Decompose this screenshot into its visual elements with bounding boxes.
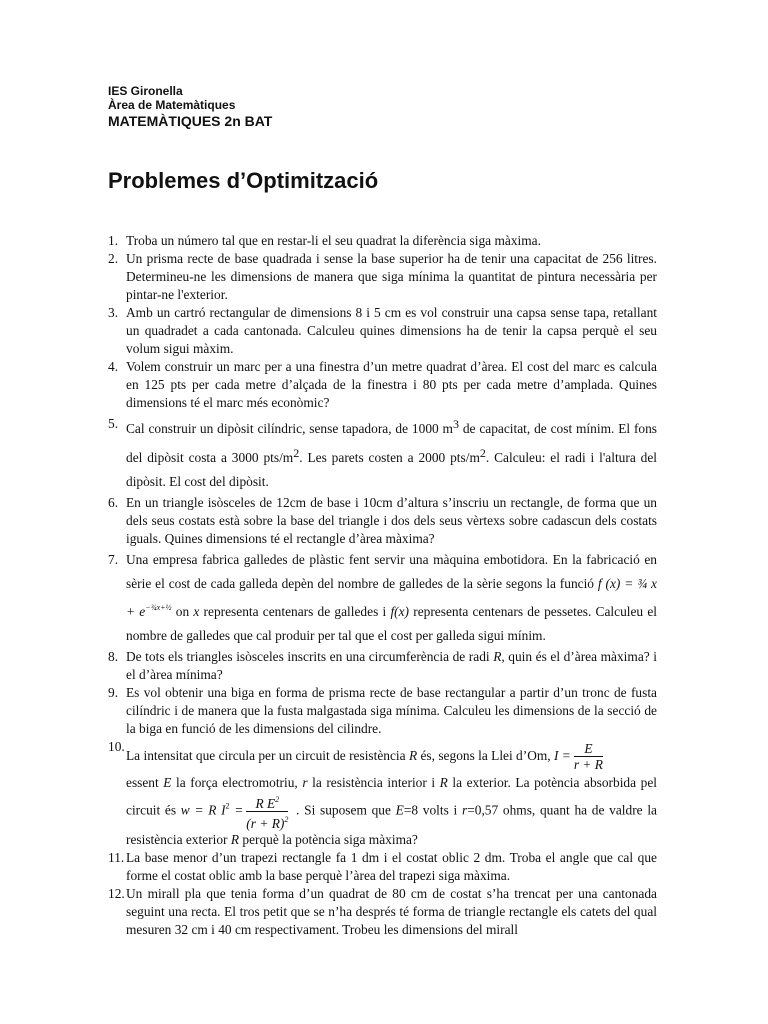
problem-8: 8. De tots els triangles isòsceles inscrits en una circumferència de radi R, quin és el d’àrea màxima? i el d’àrea mínima?: [108, 649, 657, 682]
problem-3: 3. Amb un cartró rectangular de dimensions 8 i 5 cm es vol construir una capsa sense tapa, retallant un quadradet a cada cantonada. Calculeu quines dimensions ha de tenir la capsa perquè el seu volum sigui màxim.: [108, 305, 657, 356]
page-title: Problemes d’Optimització: [108, 168, 379, 193]
problem-12: 12. Un mirall pla que tenia forma d’un quadrat de 80 cm de costat s’ha trencat per una cantonada seguint una recta. El tros petit que se n’ha després té forma de triangle rectangle els catets del qual mesuren 32 cm i 40 cm respectivament. Trobeu les dimensions del mirall: [108, 886, 657, 937]
ohm-law-fraction: $\frac{E}{r + R}$: [573, 741, 603, 773]
power-formula-lhs: w = R I: [180, 802, 226, 818]
problem-1: 1. Troba un número tal que en restar-li el seu quadrat la diferència siga màxima.: [108, 233, 541, 248]
document-header: [108, 84, 272, 130]
problem-10: 10. La intensitat que circula per un circuit de resistència R és, segons la Llei d’Om, I = $\frac{E}{r + R}$ essent E la força electromotriu, r la resistència interior i R la exterior. La potència absorbida pel circuit és w = R $I^2$ = $\frac{R E^2}{(r + R)^2}$ . Si suposem que E=8 volts i r=0,57 ohms, quant ha de valdre la resistència exterior R perquè la potència siga màxima?: [108, 739, 657, 847]
problem-list: [108, 232, 657, 939]
power-formula-fraction: $\frac{R E^2}{(r + R)^2}$: [246, 792, 288, 831]
problem-6: 6. En un triangle isòsceles de 12cm de base i 10cm d’altura s’inscriu un rectangle, de forma que un dels seus costats està sobre la base del triangle i dos dels seus vèrtexs sobre cadascun dels costats iguals. Quines dimensions té el rectangle d’àrea màxima?: [108, 495, 657, 546]
problem-9: 9. Es vol obtenir una biga en forma de prisma recte de base rectangular a partir d’un tronc de fusta cilíndric i de manera que la fusta malgastada siga mínima. Calculeu les dimensions de la secció de la biga en funció de les dimensions del cilindre.: [108, 685, 657, 736]
cost-function-exponent: −¾x+½: [145, 603, 172, 612]
problem-4: 4. Volem construir un marc per a una finestra d’un metre quadrat d’àrea. El cost del marc es calcula en 125 pts per cada metre d’alçada de la finestra i 80 pts per cada metre d’amplada. Quines dimensions té el marc més econòmic?: [108, 359, 657, 410]
department-name: Àrea de Matemàtiques: [108, 98, 236, 112]
school-name: IES Gironella: [108, 84, 183, 98]
problem-5: 5. Cal construir un dipòsit cilíndric, sense tapadora, de 1000 m3 de capacitat, de cost mínim. El fons del dipòsit costa a 3000 pts/m2. Les parets costen a 2000 pts/m2. Calculeu: el radi i l'altura del dipòsit. El cost del dipòsit.: [108, 416, 658, 489]
problem-2: 2. Un prisma recte de base quadrada i sense la base superior ha de tenir una capacitat de 256 litres. Determineu-ne les dimensions de manera que siga mínima la quantitat de pintura necessària per pintar-ne l'exterior.: [108, 251, 657, 302]
cost-function-formula: f (x) = ¾ x + e: [126, 576, 657, 619]
problem-7: 7. Una empresa fabrica galledes de plàstic fent servir una màquina embotidora. En la fabricació en sèrie el cost de cada galleda depèn del nombre de galledes de la sèrie segons la funció f (x) = ¾ $x + e^{-\frac{3}{4}x+\frac{1}{2}}$ on x representa centenars de galledes i f(x) representa centenars de pessetes. Calculeu el nombre de galledes que cal produir per tal que el cost per galleda sigui mínim.: [108, 552, 658, 643]
course-name: MATEMÀTIQUES 2n BAT: [108, 113, 273, 129]
problem-11: 11. La base menor d’un trapezi rectangle fa 1 dm i el costat oblic 2 dm. Troba el angle que cal que forme el costat oblic amb la base perquè l’àrea del trapezi siga màxima.: [108, 850, 657, 883]
ohm-law-lhs: I =: [554, 748, 571, 763]
